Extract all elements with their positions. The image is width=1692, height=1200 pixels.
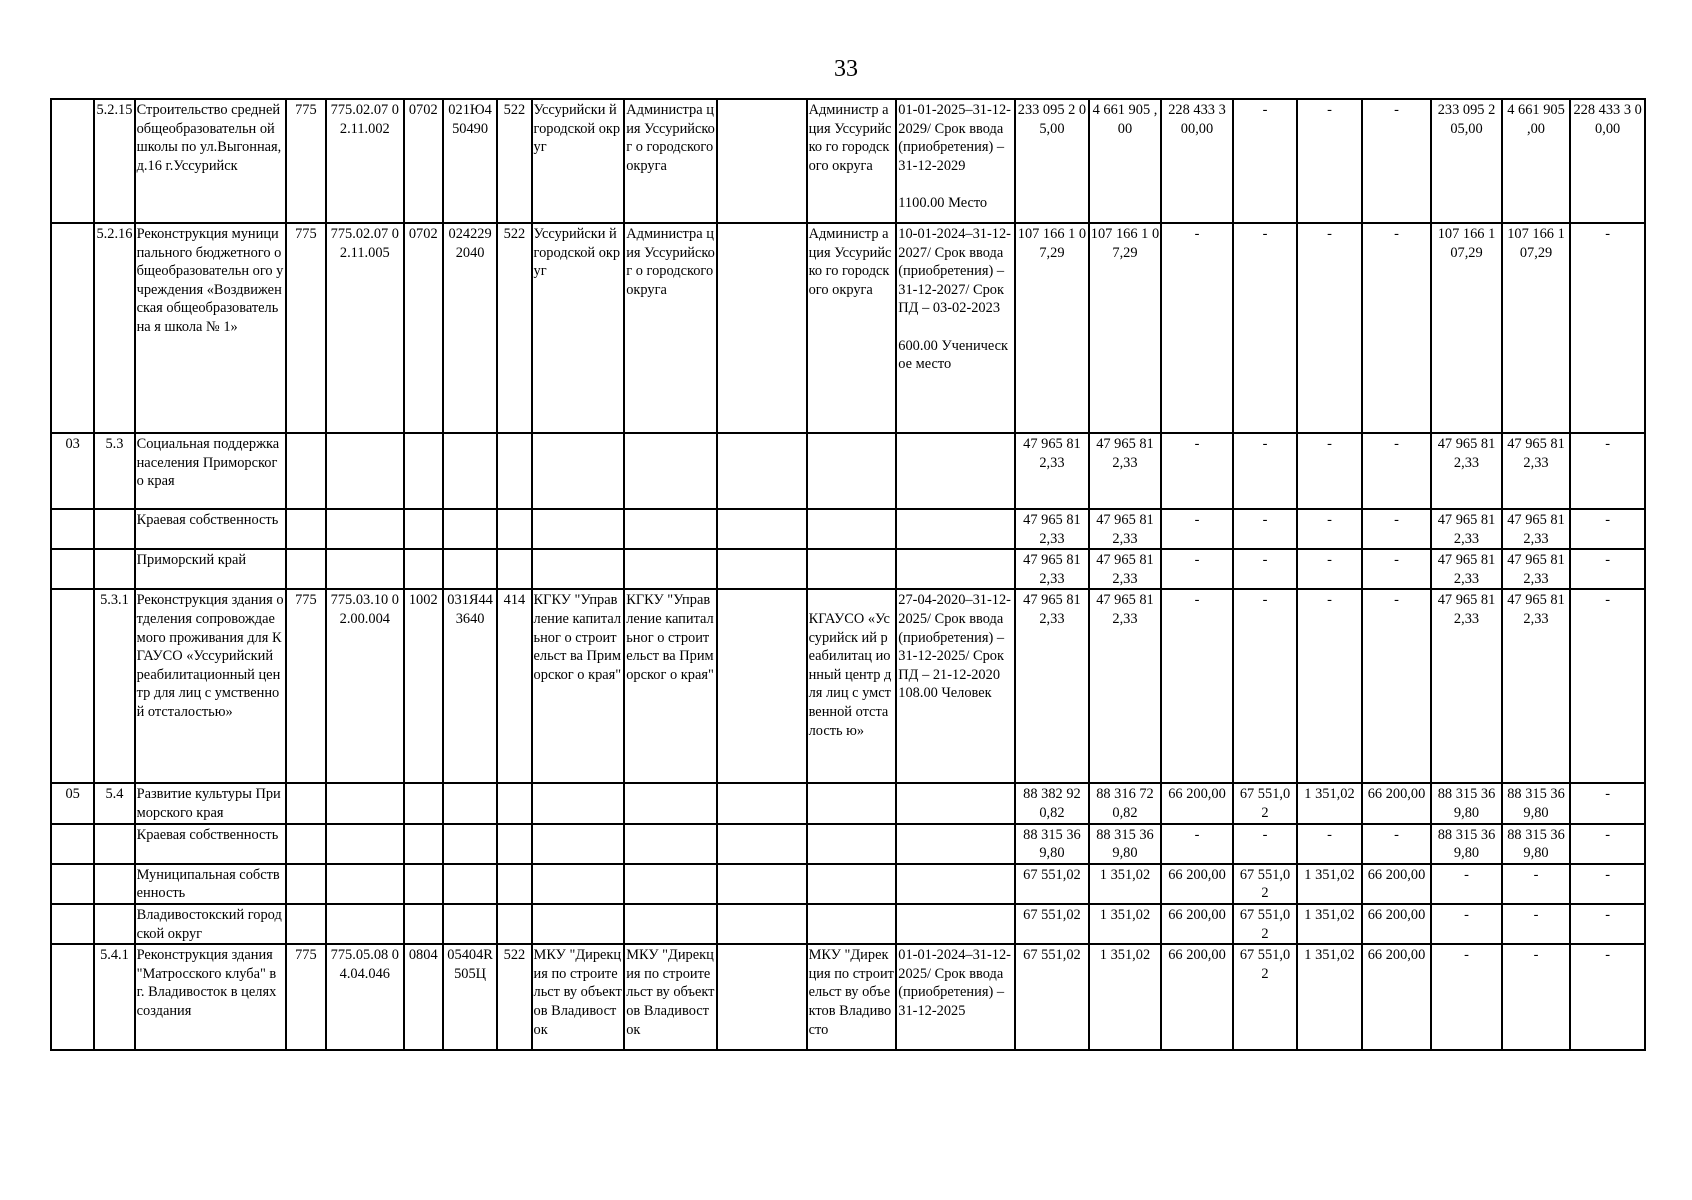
amount-2-cell: 47 965 81 2,33 [1089,549,1162,589]
customer-cell: Администра ция Уссурийског о городского округа [624,99,717,223]
amount-9-cell: - [1570,549,1645,589]
code-cell [51,509,94,549]
section-code-cell: 0702 [404,99,443,223]
amount-9-cell: 228 433 3 00,00 [1570,99,1645,223]
code-cell: 03 [51,433,94,509]
customer-cell [624,509,717,549]
municipality-cell [532,509,625,549]
amount-2-cell: 1 351,02 [1089,944,1162,1050]
amount-9-cell: - [1570,904,1645,944]
name-cell: Реконструкция здания "Матросского клуба" в г. Владивосток в целях создания [135,944,286,1050]
municipality-cell [532,904,625,944]
grbs-cell [286,549,326,589]
target-article-cell: 031Я44 3640 [443,589,497,783]
table-row [51,549,1645,589]
deadline-cell: 27-04-2020–31-12-2025/ Срок ввода (приобретения) – 31-12-2025/ Срок ПД – 21-12-2020 108.00 Человек [896,589,1015,783]
amount-4-cell: - [1233,824,1297,864]
operator-cell: КГАУСО «Уссурийск ий реабилитац ионный центр для лиц с умственной отсталость ю» [807,589,897,783]
amount-6-cell: - [1362,824,1432,864]
table-row [51,589,1645,783]
amount-4-cell: 67 551,0 2 [1233,944,1297,1050]
empty-cell [717,433,807,509]
amount-5-cell: - [1297,824,1361,864]
code-cell [51,904,94,944]
amount-total-cell: 47 965 81 2,33 [1015,433,1089,509]
name-cell: Краевая собственность [135,509,286,549]
operator-cell [807,509,897,549]
amount-4-cell: - [1233,99,1297,223]
section-code-cell: 0804 [404,944,443,1050]
amount-4-cell: - [1233,589,1297,783]
amount-2-cell: 47 965 81 2,33 [1089,433,1162,509]
customer-cell [624,783,717,823]
grbs-cell: 775 [286,99,326,223]
target-article-cell: 05404R 505Ц [443,944,497,1050]
amount-2-cell: 88 315 36 9,80 [1089,824,1162,864]
municipality-cell [532,433,625,509]
object-code-cell: 775.05.08 04.04.046 [326,944,404,1050]
target-article-cell [443,864,497,904]
amount-3-cell: - [1161,589,1233,783]
empty-cell [717,864,807,904]
amount-5-cell: 1 351,02 [1297,904,1361,944]
amount-4-cell: 67 551,0 2 [1233,864,1297,904]
number-cell: 5.4 [94,783,134,823]
operator-cell [807,783,897,823]
amount-5-cell: 1 351,02 [1297,864,1361,904]
empty-cell [717,509,807,549]
amount-5-cell: - [1297,99,1361,223]
amount-total-cell: 47 965 81 2,33 [1015,589,1089,783]
deadline-cell [896,864,1015,904]
table-row [51,944,1645,1050]
table-row [51,864,1645,904]
operator-cell [807,904,897,944]
grbs-cell [286,509,326,549]
amount-total-cell: 47 965 81 2,33 [1015,509,1089,549]
customer-cell: МКУ "Дирекция по строительст ву объектов Владивосток [624,944,717,1050]
number-cell [94,509,134,549]
deadline-cell [896,824,1015,864]
number-cell [94,864,134,904]
object-code-cell: 775.02.07 02.11.002 [326,99,404,223]
object-code-cell [326,783,404,823]
amount-9-cell: - [1570,589,1645,783]
number-cell: 5.3.1 [94,589,134,783]
object-code-cell: 775.02.07 02.11.005 [326,223,404,433]
empty-cell [717,99,807,223]
amount-9-cell: - [1570,223,1645,433]
customer-cell [624,864,717,904]
section-code-cell: 1002 [404,589,443,783]
amount-3-cell: - [1161,509,1233,549]
grbs-cell: 775 [286,223,326,433]
name-cell: Социальная поддержка населения Приморского края [135,433,286,509]
empty-cell [717,824,807,864]
amount-6-cell: 66 200,00 [1362,783,1432,823]
target-article-cell [443,904,497,944]
target-article-cell [443,824,497,864]
expense-type-cell: 522 [497,99,531,223]
code-cell [51,944,94,1050]
amount-2-cell: 1 351,02 [1089,864,1162,904]
name-cell: Развитие культуры Приморского края [135,783,286,823]
operator-cell: Администр ация Уссурийско го городского округа [807,223,897,433]
code-cell [51,589,94,783]
target-article-cell: 024229 2040 [443,223,497,433]
table-row [51,824,1645,864]
amount-4-cell: - [1233,433,1297,509]
amount-3-cell: - [1161,433,1233,509]
section-code-cell [404,904,443,944]
amount-5-cell: 1 351,02 [1297,783,1361,823]
amount-total-cell: 88 315 36 9,80 [1015,824,1089,864]
amount-8-cell: 88 315 36 9,80 [1502,824,1571,864]
amount-6-cell: - [1362,223,1432,433]
amount-8-cell: - [1502,864,1571,904]
amount-3-cell: 66 200,00 [1161,864,1233,904]
amount-3-cell: - [1161,824,1233,864]
operator-cell [807,824,897,864]
amount-2-cell: 47 965 81 2,33 [1089,589,1162,783]
name-cell: Реконструкция здания отделения сопровождаемого проживания для КГАУСО «Уссурийский реабилитационный центр для лиц с умственной отсталостью» [135,589,286,783]
amount-7-cell: 47 965 81 2,33 [1431,433,1502,509]
customer-cell [624,433,717,509]
section-code-cell [404,783,443,823]
section-code-cell [404,549,443,589]
object-code-cell [326,864,404,904]
amount-4-cell: 67 551,0 2 [1233,904,1297,944]
amount-total-cell: 107 166 1 07,29 [1015,223,1089,433]
amount-8-cell: 47 965 81 2,33 [1502,549,1571,589]
name-cell: Муниципальная собственность [135,864,286,904]
customer-cell [624,904,717,944]
number-cell [94,549,134,589]
amount-9-cell: - [1570,509,1645,549]
table-row [51,783,1645,823]
empty-cell [717,904,807,944]
amount-7-cell: 107 166 1 07,29 [1431,223,1502,433]
municipality-cell: Уссурийски й городской округ [532,223,625,433]
section-code-cell [404,864,443,904]
name-cell: Строительство средней общеобразовательн ой школы по ул.Выгонная, д.16 г.Уссурийск [135,99,286,223]
amount-6-cell: - [1362,99,1432,223]
empty-cell [717,589,807,783]
program-table [50,98,1646,1051]
object-code-cell [326,433,404,509]
operator-cell: Администр ация Уссурийско го городского округа [807,99,897,223]
deadline-cell [896,433,1015,509]
amount-6-cell: 66 200,00 [1362,904,1432,944]
code-cell [51,549,94,589]
name-cell: Приморский край [135,549,286,589]
object-code-cell [326,549,404,589]
expense-type-cell [497,509,531,549]
object-code-cell [326,824,404,864]
municipality-cell [532,549,625,589]
expense-type-cell [497,864,531,904]
amount-2-cell: 4 661 905 ,00 [1089,99,1162,223]
section-code-cell [404,509,443,549]
customer-cell [624,824,717,864]
amount-9-cell: - [1570,783,1645,823]
code-cell [51,824,94,864]
deadline-cell [896,509,1015,549]
empty-cell [717,944,807,1050]
amount-8-cell: 4 661 905 ,00 [1502,99,1571,223]
target-article-cell [443,433,497,509]
deadline-cell [896,783,1015,823]
amount-total-cell: 67 551,02 [1015,864,1089,904]
amount-7-cell: 88 315 36 9,80 [1431,824,1502,864]
grbs-cell: 775 [286,589,326,783]
amount-3-cell: - [1161,223,1233,433]
amount-4-cell: - [1233,223,1297,433]
number-cell: 5.2.16 [94,223,134,433]
amount-8-cell: 88 315 36 9,80 [1502,783,1571,823]
grbs-cell [286,783,326,823]
customer-cell: Администра ция Уссурийског о городского округа [624,223,717,433]
expense-type-cell: 522 [497,944,531,1050]
amount-5-cell: - [1297,509,1361,549]
empty-cell [717,549,807,589]
deadline-cell [896,549,1015,589]
municipality-cell [532,783,625,823]
name-cell: Краевая собственность [135,824,286,864]
amount-5-cell: - [1297,549,1361,589]
amount-2-cell: 107 166 1 07,29 [1089,223,1162,433]
municipality-cell: Уссурийски й городской округ [532,99,625,223]
amount-7-cell: 47 965 81 2,33 [1431,589,1502,783]
table-row [51,99,1645,223]
amount-7-cell: 88 315 36 9,80 [1431,783,1502,823]
amount-8-cell: - [1502,944,1571,1050]
deadline-cell [896,904,1015,944]
municipality-cell [532,824,625,864]
amount-8-cell: 107 166 1 07,29 [1502,223,1571,433]
code-cell [51,99,94,223]
amount-6-cell: - [1362,509,1432,549]
customer-cell: КГКУ "Управление капитальног о строительст ва Приморског о края" [624,589,717,783]
table-row [51,509,1645,549]
name-cell: Владивостокский городской округ [135,904,286,944]
amount-5-cell: 1 351,02 [1297,944,1361,1050]
amount-9-cell: - [1570,944,1645,1050]
deadline-cell: 01-01-2024–31-12-2025/ Срок ввода (приобретения) – 31-12-2025 [896,944,1015,1050]
expense-type-cell [497,824,531,864]
municipality-cell: КГКУ "Управление капитальног о строительст ва Приморског о края" [532,589,625,783]
amount-7-cell: - [1431,904,1502,944]
grbs-cell [286,433,326,509]
code-cell [51,864,94,904]
table-row [51,904,1645,944]
number-cell: 5.2.15 [94,99,134,223]
amount-total-cell: 88 382 92 0,82 [1015,783,1089,823]
amount-3-cell: 66 200,00 [1161,944,1233,1050]
amount-7-cell: 47 965 81 2,33 [1431,549,1502,589]
municipality-cell [532,864,625,904]
amount-8-cell: 47 965 81 2,33 [1502,509,1571,549]
code-cell [51,223,94,433]
customer-cell [624,549,717,589]
expense-type-cell [497,549,531,589]
amount-6-cell: 66 200,00 [1362,944,1432,1050]
empty-cell [717,783,807,823]
object-code-cell: 775.03.10 02.00.004 [326,589,404,783]
amount-2-cell: 1 351,02 [1089,904,1162,944]
amount-total-cell: 233 095 2 05,00 [1015,99,1089,223]
amount-3-cell: 66 200,00 [1161,904,1233,944]
amount-total-cell: 67 551,02 [1015,944,1089,1050]
deadline-cell: 10-01-2024–31-12-2027/ Срок ввода (приобретения) – 31-12-2027/ Срок ПД – 03-02-2023 600.00 Ученическое место [896,223,1015,433]
amount-9-cell: - [1570,824,1645,864]
expense-type-cell [497,904,531,944]
amount-8-cell: 47 965 81 2,33 [1502,589,1571,783]
amount-9-cell: - [1570,864,1645,904]
code-cell: 05 [51,783,94,823]
amount-7-cell: - [1431,864,1502,904]
amount-9-cell: - [1570,433,1645,509]
object-code-cell [326,904,404,944]
name-cell: Реконструкция муниципального бюджетного общеобразовательн ого учреждения «Воздвиженская общеобразовательна я школа № 1» [135,223,286,433]
amount-6-cell: - [1362,589,1432,783]
amount-4-cell: - [1233,509,1297,549]
amount-7-cell: - [1431,944,1502,1050]
grbs-cell [286,824,326,864]
table-row [51,433,1645,509]
amount-8-cell: 47 965 81 2,33 [1502,433,1571,509]
amount-6-cell: 66 200,00 [1362,864,1432,904]
target-article-cell [443,549,497,589]
section-code-cell [404,433,443,509]
target-article-cell [443,783,497,823]
table-row [51,223,1645,433]
empty-cell [717,223,807,433]
number-cell [94,904,134,944]
amount-3-cell: - [1161,549,1233,589]
section-code-cell [404,824,443,864]
operator-cell [807,864,897,904]
amount-4-cell: - [1233,549,1297,589]
amount-8-cell: - [1502,904,1571,944]
amount-7-cell: 47 965 81 2,33 [1431,509,1502,549]
amount-7-cell: 233 095 2 05,00 [1431,99,1502,223]
page-number: 33 [834,56,858,82]
amount-6-cell: - [1362,549,1432,589]
amount-5-cell: - [1297,223,1361,433]
amount-3-cell: 228 433 3 00,00 [1161,99,1233,223]
amount-2-cell: 47 965 81 2,33 [1089,509,1162,549]
operator-cell: МКУ "Дирекция по строительст ву объектов Владивосто [807,944,897,1050]
amount-5-cell: - [1297,589,1361,783]
grbs-cell: 775 [286,944,326,1050]
number-cell [94,824,134,864]
amount-total-cell: 67 551,02 [1015,904,1089,944]
expense-type-cell [497,783,531,823]
number-cell: 5.3 [94,433,134,509]
amount-4-cell: 67 551,0 2 [1233,783,1297,823]
expense-type-cell: 522 [497,223,531,433]
amount-5-cell: - [1297,433,1361,509]
operator-cell [807,433,897,509]
operator-cell [807,549,897,589]
amount-total-cell: 47 965 81 2,33 [1015,549,1089,589]
amount-6-cell: - [1362,433,1432,509]
amount-2-cell: 88 316 72 0,82 [1089,783,1162,823]
grbs-cell [286,904,326,944]
municipality-cell: МКУ "Дирекция по строительст ву объектов Владивосток [532,944,625,1050]
target-article-cell: 021Ю4 50490 [443,99,497,223]
section-code-cell: 0702 [404,223,443,433]
amount-3-cell: 66 200,00 [1161,783,1233,823]
object-code-cell [326,509,404,549]
grbs-cell [286,864,326,904]
expense-type-cell: 414 [497,589,531,783]
number-cell: 5.4.1 [94,944,134,1050]
expense-type-cell [497,433,531,509]
target-article-cell [443,509,497,549]
deadline-cell: 01-01-2025–31-12-2029/ Срок ввода (приобретения) – 31-12-2029 1100.00 Место [896,99,1015,223]
